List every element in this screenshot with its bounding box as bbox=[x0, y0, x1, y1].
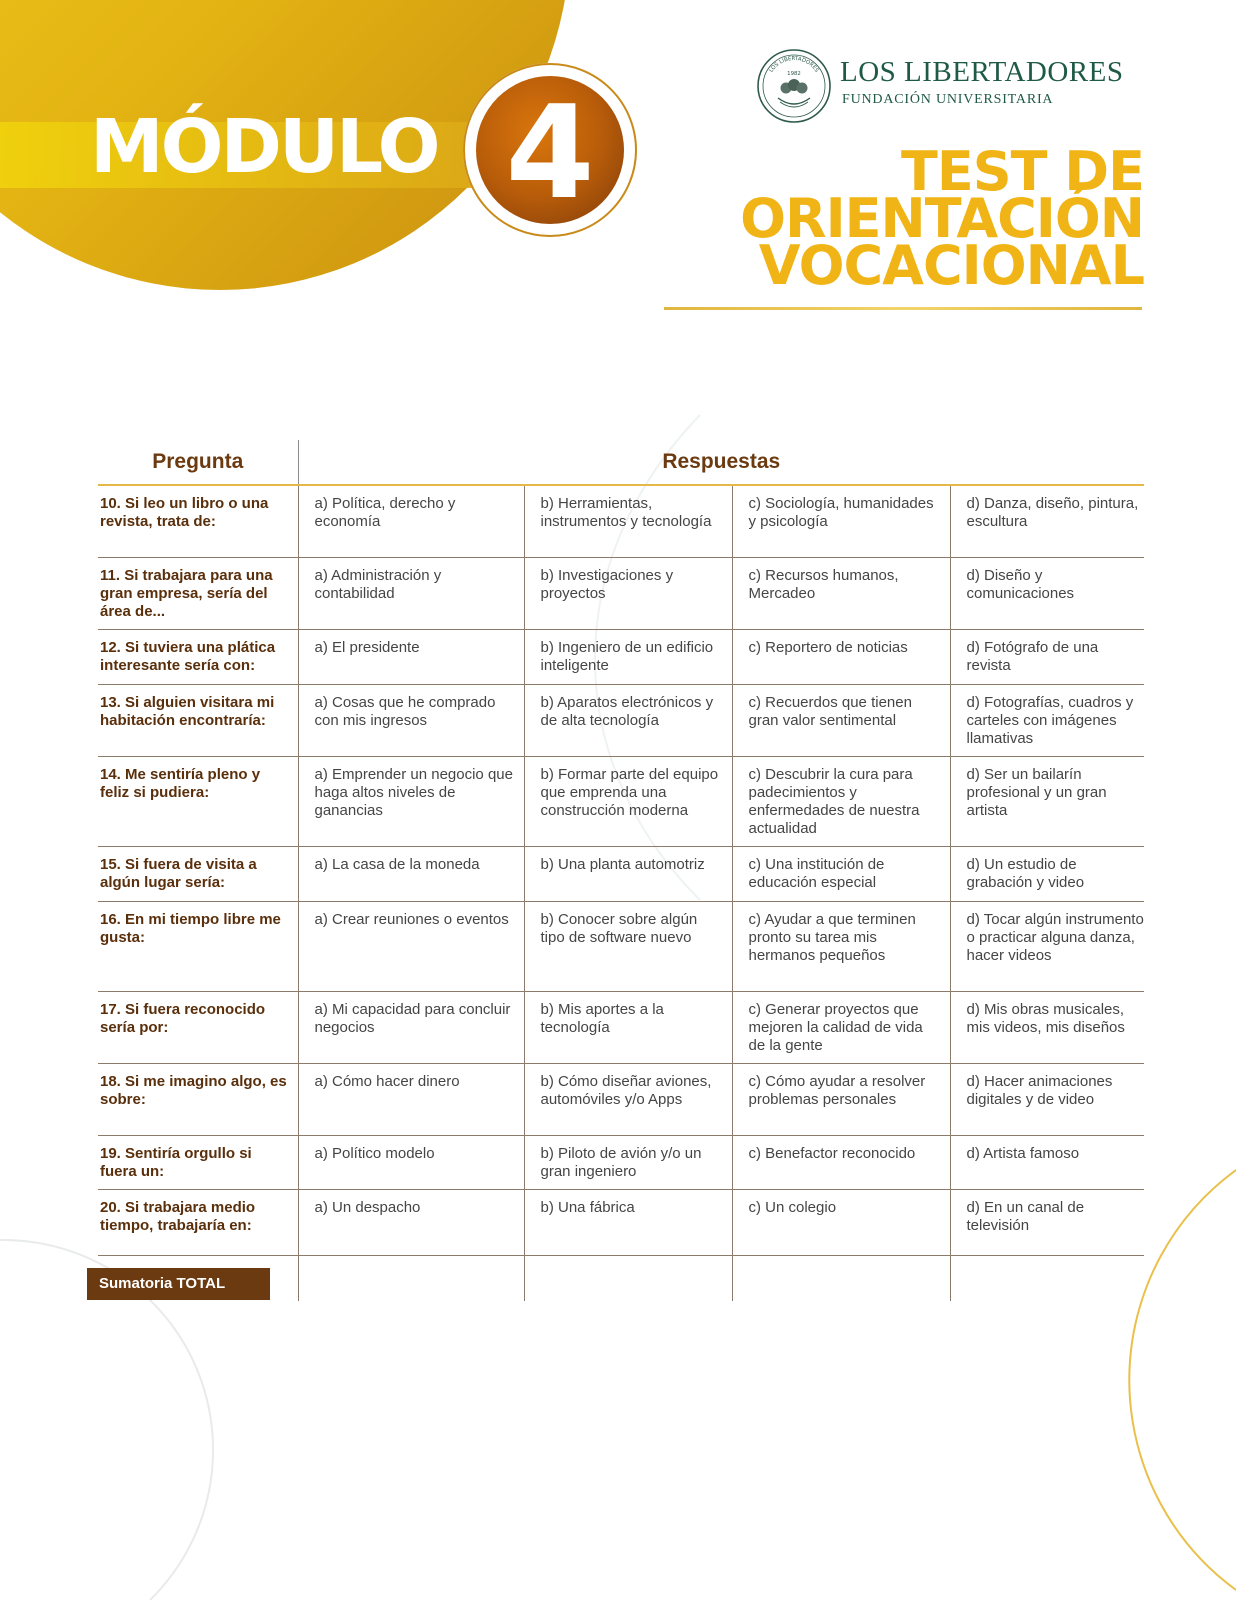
answer-a-cell: a) Emprender un negocio que haga altos niveles de ganancias bbox=[298, 756, 524, 846]
answer-d-cell: d) Fotógrafo de una revista bbox=[950, 629, 1144, 684]
answer-b-cell: b) Investigaciones y proyectos bbox=[524, 557, 732, 629]
answer-a-cell: a) Cómo hacer dinero bbox=[298, 1063, 524, 1135]
answer-c-cell: c) Un colegio bbox=[732, 1189, 950, 1255]
table-row bbox=[98, 557, 1144, 629]
answer-b-cell: b) Conocer sobre algún tipo de software nuevo bbox=[524, 901, 732, 991]
answer-d-cell: d) Mis obras musicales, mis videos, mis diseños bbox=[950, 991, 1144, 1063]
answer-c-cell: c) Benefactor reconocido bbox=[732, 1135, 950, 1189]
module-number: 4 bbox=[505, 79, 595, 228]
title-divider bbox=[664, 307, 1142, 310]
total-a-input[interactable] bbox=[298, 1255, 524, 1301]
answer-b-cell: b) Ingeniero de un edificio inteligente bbox=[524, 629, 732, 684]
answer-d-cell: d) Un estudio de grabación y video bbox=[950, 846, 1144, 901]
answer-a-cell: a) Política, derecho y economía bbox=[298, 485, 524, 557]
answer-d-cell: d) Ser un bailarín profesional y un gran artista bbox=[950, 756, 1144, 846]
question-cell: 20. Si trabajara medio tiempo, trabajaría en: bbox=[98, 1189, 298, 1255]
vocational-test-table bbox=[98, 440, 1144, 1301]
answer-d-cell: d) Diseño y comunicaciones bbox=[950, 557, 1144, 629]
answer-a-cell: a) Crear reuniones o eventos bbox=[298, 901, 524, 991]
answer-d-cell: d) Fotografías, cuadros y carteles con imágenes llamativas bbox=[950, 684, 1144, 756]
logo-subtitle: FUNDACIÓN UNIVERSITARIA bbox=[842, 92, 1054, 107]
column-header-question: Pregunta bbox=[98, 440, 298, 485]
svg-text:LOS LIBERTADORES: LOS LIBERTADORES bbox=[768, 55, 820, 74]
question-cell: 16. En mi tiempo libre me gusta: bbox=[98, 901, 298, 991]
answer-d-cell: d) Artista famoso bbox=[950, 1135, 1144, 1189]
question-cell: 15. Si fuera de visita a algún lugar sería: bbox=[98, 846, 298, 901]
answer-a-cell: a) Un despacho bbox=[298, 1189, 524, 1255]
answer-b-cell: b) Piloto de avión y/o un gran ingeniero bbox=[524, 1135, 732, 1189]
total-row bbox=[98, 1255, 1144, 1301]
answer-c-cell: c) Ayudar a que terminen pronto su tarea mis hermanos pequeños bbox=[732, 901, 950, 991]
answer-a-cell: a) La casa de la moneda bbox=[298, 846, 524, 901]
table-row bbox=[98, 756, 1144, 846]
answer-c-cell: c) Reportero de noticias bbox=[732, 629, 950, 684]
answer-c-cell: c) Descubrir la cura para padecimientos y enfermedades de nuestra actualidad bbox=[732, 756, 950, 846]
svg-text:1982: 1982 bbox=[787, 71, 801, 77]
answer-c-cell: c) Recursos humanos, Mercadeo bbox=[732, 557, 950, 629]
answer-d-cell: d) En un canal de televisión bbox=[950, 1189, 1144, 1255]
question-cell: 10. Si leo un libro o una revista, trata de: bbox=[98, 485, 298, 557]
answer-b-cell: b) Una fábrica bbox=[524, 1189, 732, 1255]
answer-b-cell: b) Cómo diseñar aviones, automóviles y/o Apps bbox=[524, 1063, 732, 1135]
total-d-input[interactable] bbox=[950, 1255, 1144, 1301]
question-cell: 18. Si me imagino algo, es sobre: bbox=[98, 1063, 298, 1135]
answer-a-cell: a) Administración y contabilidad bbox=[298, 557, 524, 629]
answer-c-cell: c) Sociología, humanidades y psicología bbox=[732, 485, 950, 557]
institution-logo bbox=[756, 48, 1136, 124]
column-header-answers: Respuestas bbox=[298, 440, 1144, 485]
answer-b-cell: b) Una planta automotriz bbox=[524, 846, 732, 901]
answer-c-cell: c) Recuerdos que tienen gran valor sentimental bbox=[732, 684, 950, 756]
table-row bbox=[98, 901, 1144, 991]
table-row bbox=[98, 846, 1144, 901]
answer-d-cell: d) Tocar algún instrumento o practicar alguna danza, hacer videos bbox=[950, 901, 1144, 991]
answer-d-cell: d) Danza, diseño, pintura, escultura bbox=[950, 485, 1144, 557]
table-row bbox=[98, 485, 1144, 557]
answer-d-cell: d) Hacer animaciones digitales y de video bbox=[950, 1063, 1144, 1135]
question-cell: 12. Si tuviera una plática interesante sería con: bbox=[98, 629, 298, 684]
seal-icon bbox=[756, 48, 832, 124]
question-cell: 17. Si fuera reconocido sería por: bbox=[98, 991, 298, 1063]
answer-c-cell: c) Una institución de educación especial bbox=[732, 846, 950, 901]
total-label-cell bbox=[98, 1255, 298, 1301]
module-word: MÓDULO bbox=[90, 104, 438, 190]
table-row bbox=[98, 1063, 1144, 1135]
answer-a-cell: a) Mi capacidad para concluir negocios bbox=[298, 991, 524, 1063]
table-row bbox=[98, 684, 1144, 756]
answer-b-cell: b) Herramientas, instrumentos y tecnología bbox=[524, 485, 732, 557]
table-row bbox=[98, 1189, 1144, 1255]
table-header-row bbox=[98, 440, 1144, 485]
page-title bbox=[624, 140, 1144, 297]
answer-a-cell: a) Político modelo bbox=[298, 1135, 524, 1189]
question-cell: 19. Sentiría orgullo si fuera un: bbox=[98, 1135, 298, 1189]
total-label: Sumatoria TOTAL bbox=[87, 1268, 270, 1300]
answer-b-cell: b) Formar parte del equipo que emprenda una construcción moderna bbox=[524, 756, 732, 846]
question-cell: 14. Me sentiría pleno y feliz si pudiera: bbox=[98, 756, 298, 846]
answer-c-cell: c) Generar proyectos que mejoren la calidad de vida de la gente bbox=[732, 991, 950, 1063]
table-row bbox=[98, 1135, 1144, 1189]
answer-a-cell: a) El presidente bbox=[298, 629, 524, 684]
title-line-2: ORIENTACIÓN bbox=[740, 187, 1144, 250]
logo-name: LOS LIBERTADORES bbox=[840, 56, 1124, 88]
answer-c-cell: c) Cómo ayudar a resolver problemas personales bbox=[732, 1063, 950, 1135]
answer-b-cell: b) Mis aportes a la tecnología bbox=[524, 991, 732, 1063]
answer-a-cell: a) Cosas que he comprado con mis ingresos bbox=[298, 684, 524, 756]
answer-b-cell: b) Aparatos electrónicos y de alta tecnología bbox=[524, 684, 732, 756]
title-line-3: VOCACIONAL bbox=[758, 234, 1144, 297]
question-cell: 13. Si alguien visitara mi habitación encontraría: bbox=[98, 684, 298, 756]
question-cell: 11. Si trabajara para una gran empresa, sería del área de... bbox=[98, 557, 298, 629]
table-row bbox=[98, 991, 1144, 1063]
title-line-1: TEST DE bbox=[901, 140, 1144, 203]
total-c-input[interactable] bbox=[732, 1255, 950, 1301]
total-b-input[interactable] bbox=[524, 1255, 732, 1301]
table-row bbox=[98, 629, 1144, 684]
